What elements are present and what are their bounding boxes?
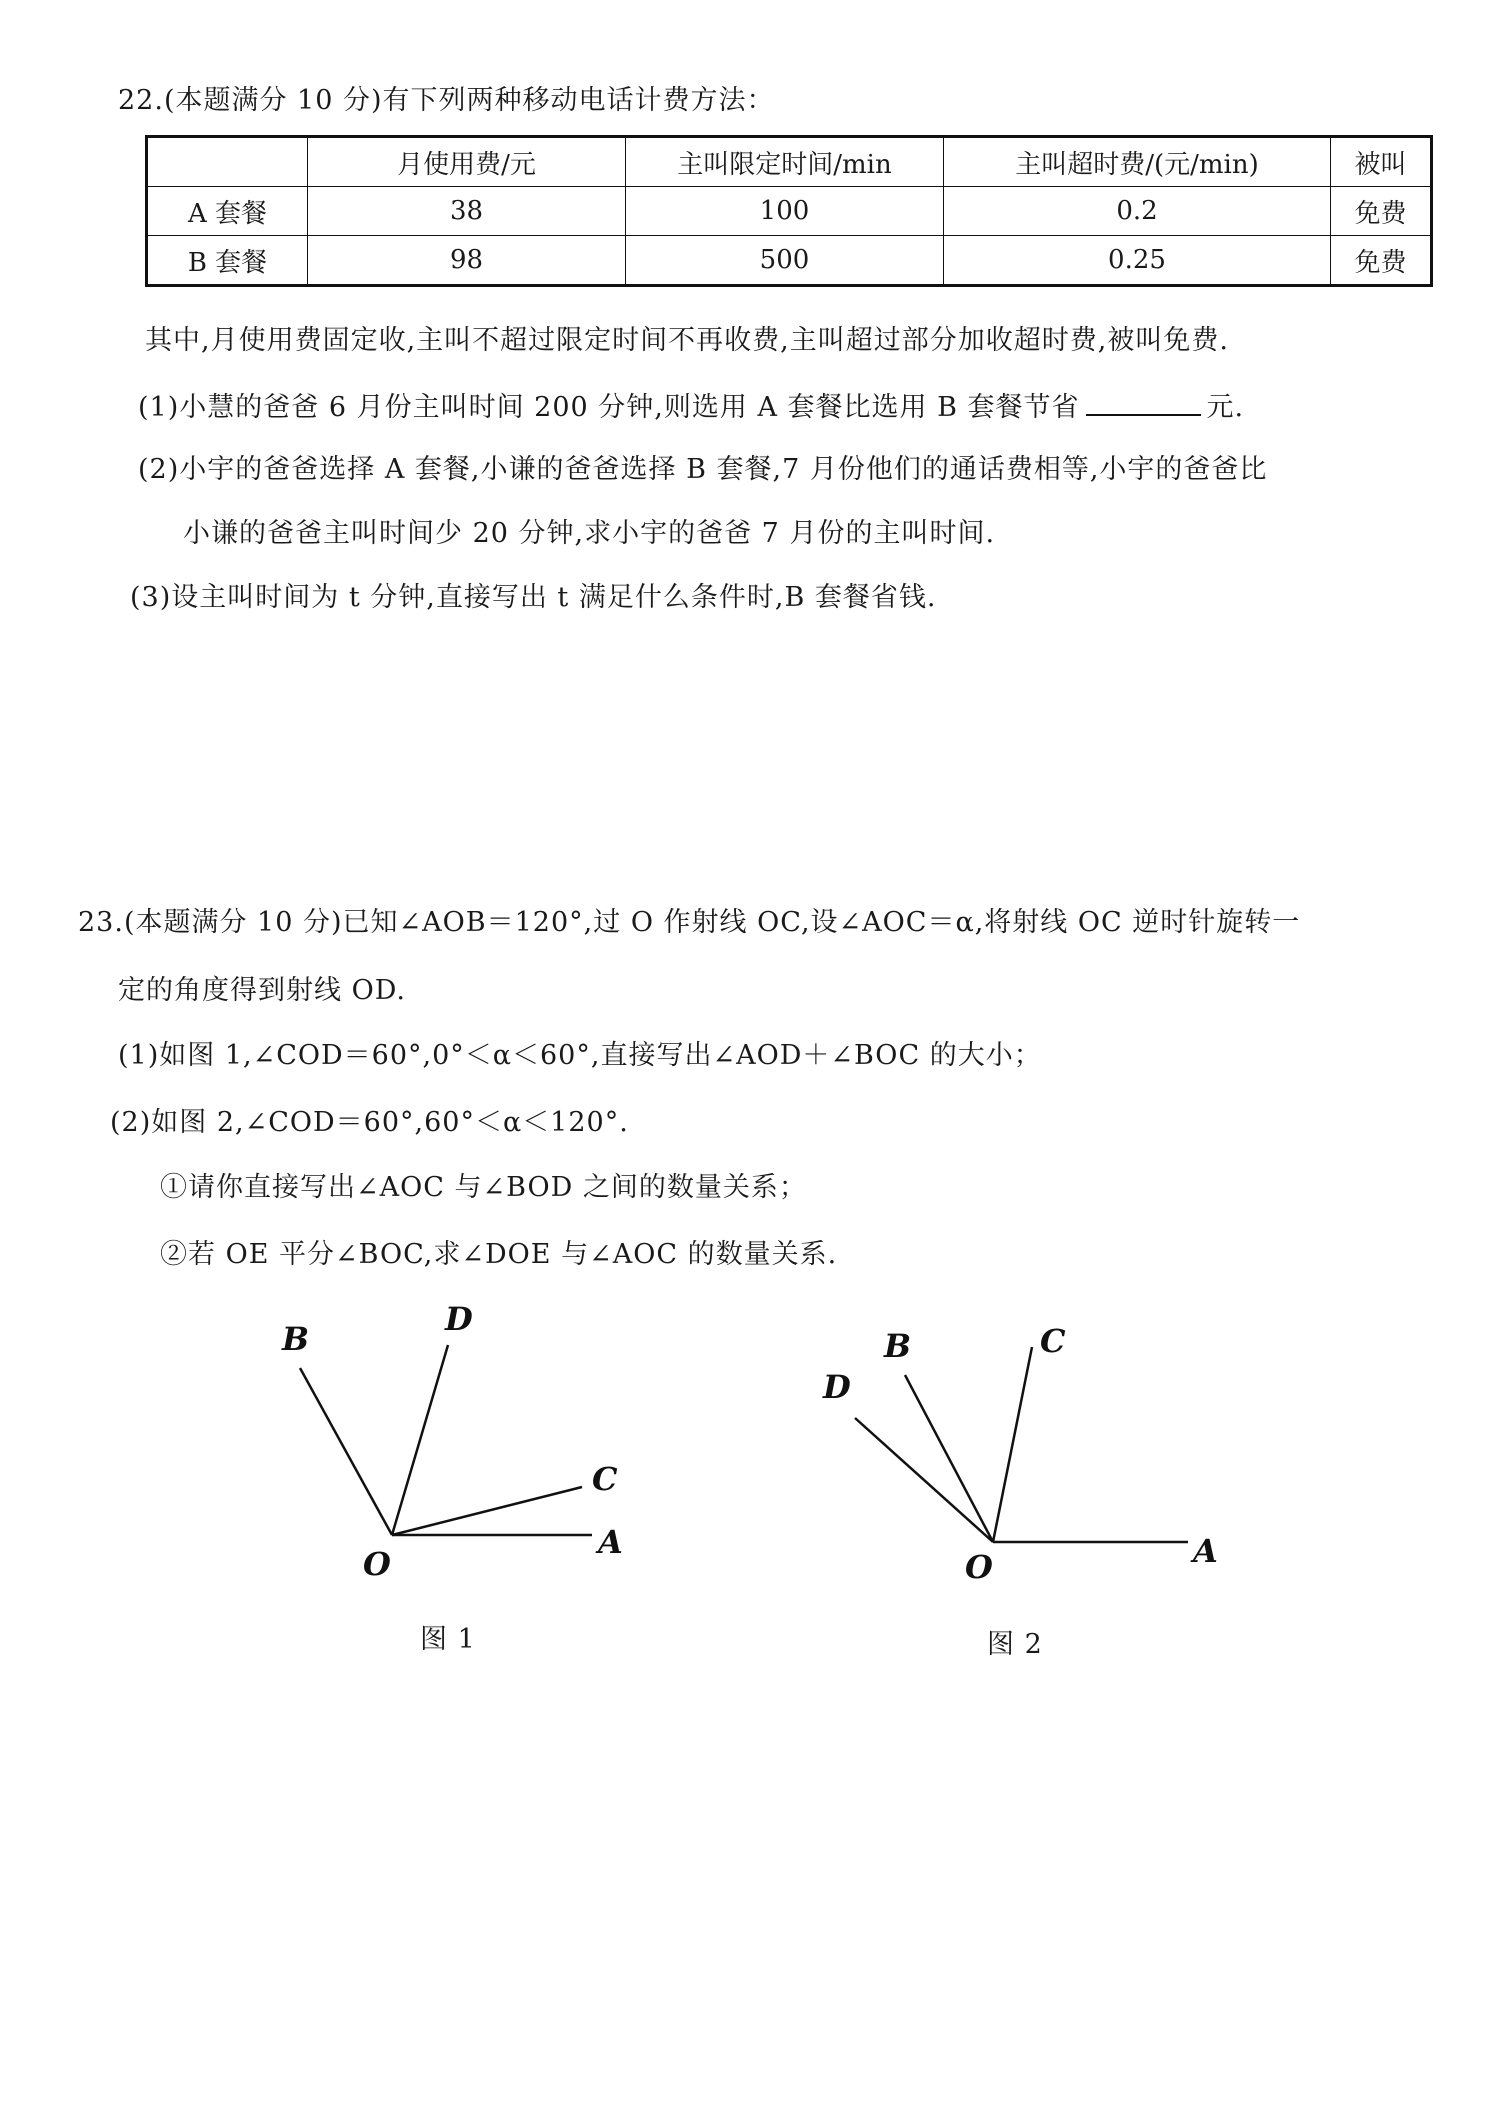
ray-OC — [392, 1487, 582, 1535]
q22-header: 22.(本题满分 10 分)有下列两种移动电话计费方法： — [118, 85, 775, 116]
table-cell: 98 — [308, 236, 626, 286]
q23-stem-line2: 定的角度得到射线 OD. — [118, 975, 406, 1006]
fig2-label-D: D — [823, 1368, 851, 1406]
table-cell: 免费 — [1331, 187, 1432, 236]
table-header-cell: 被叫 — [1331, 137, 1432, 187]
table-cell: B 套餐 — [147, 236, 308, 286]
table-cell: 免费 — [1331, 236, 1432, 286]
q22-part1-unit: 元. — [1206, 392, 1245, 423]
q23-stem-line1: 23.(本题满分 10 分)已知∠AOB＝120°,过 O 作射线 OC,设∠AOC＝α,将射线 OC 逆时针旋转一 — [78, 907, 1301, 938]
q22-part3: (3)设主叫时间为 t 分钟,直接写出 t 满足什么条件时,B 套餐省钱. — [130, 582, 937, 613]
ray-OB — [905, 1375, 993, 1542]
table-cell: 0.25 — [944, 236, 1331, 286]
table-cell: 38 — [308, 187, 626, 236]
figure-1-caption: 图 1 — [420, 1624, 476, 1655]
figure-1 — [300, 1345, 592, 1535]
table-cell: 100 — [626, 187, 944, 236]
ray-OD — [855, 1418, 993, 1542]
q22-note: 其中,月使用费固定收,主叫不超过限定时间不再收费,主叫超过部分加收超时费,被叫免费. — [145, 325, 1229, 356]
q23-part2-sub2: ②若 OE 平分∠BOC,求∠DOE 与∠AOC 的数量关系. — [160, 1239, 838, 1270]
ray-OD — [392, 1345, 448, 1535]
ray-OC — [993, 1347, 1032, 1542]
q22-part2-line1: (2)小宇的爸爸选择 A 套餐,小谦的爸爸选择 B 套餐,7 月份他们的通话费相等,小宇的爸爸比 — [138, 454, 1268, 485]
fig2-label-B: B — [884, 1327, 912, 1365]
fig1-label-O: O — [363, 1545, 391, 1583]
fig1-label-B: B — [282, 1320, 310, 1358]
ray-OB — [300, 1368, 392, 1535]
table-cell: A 套餐 — [147, 187, 308, 236]
q22-part1-text: (1)小慧的爸爸 6 月份主叫时间 200 分钟,则选用 A 套餐比选用 B 套餐节省 — [138, 392, 1080, 423]
fig2-label-C: C — [1040, 1322, 1066, 1360]
figure-2-caption: 图 2 — [987, 1629, 1043, 1660]
table-cell: 0.2 — [944, 187, 1331, 236]
q23-part2-sub1: ①请你直接写出∠AOC 与∠BOD 之间的数量关系； — [160, 1172, 807, 1203]
fig1-label-C: C — [592, 1460, 618, 1498]
q23-part1: (1)如图 1,∠COD＝60°,0°＜α＜60°,直接写出∠AOD＋∠BOC 的大小； — [118, 1040, 1042, 1071]
fig2-label-O: O — [965, 1548, 993, 1586]
fig1-label-D: D — [445, 1300, 473, 1338]
table-header-cell: 主叫限定时间/min — [626, 137, 944, 187]
figure-2 — [855, 1347, 1188, 1542]
fig2-label-A: A — [1193, 1532, 1218, 1570]
table-cell: 500 — [626, 236, 944, 286]
q22-part2-line2: 小谦的爸爸主叫时间少 20 分钟,求小宇的爸爸 7 月份的主叫时间. — [183, 518, 996, 549]
table-header-cell: 主叫超时费/(元/min) — [944, 137, 1331, 187]
q23-part2: (2)如图 2,∠COD＝60°,60°＜α＜120°. — [110, 1107, 629, 1138]
table-header-cell: 月使用费/元 — [308, 137, 626, 187]
fig1-label-A: A — [598, 1523, 623, 1561]
